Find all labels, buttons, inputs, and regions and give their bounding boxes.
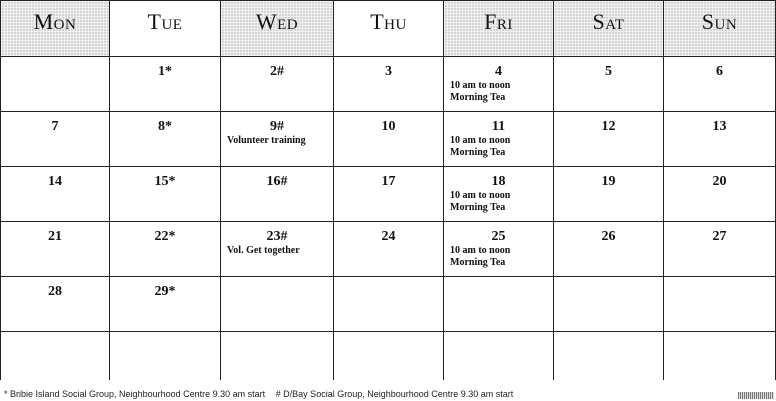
day-cell <box>110 57 221 112</box>
day-cell <box>334 112 444 167</box>
weekday-header-fri: Fri <box>444 1 554 57</box>
day-cell <box>444 277 554 332</box>
day-number: 22* <box>154 229 176 244</box>
weekday-header-thu: Thu <box>334 1 444 57</box>
weekday-header-sun: Sun <box>664 1 776 57</box>
event-note: 10 am to noon <box>450 80 511 91</box>
day-cell <box>554 57 664 112</box>
week-row <box>1 57 776 112</box>
day-cell <box>110 167 221 222</box>
day-cell <box>1 112 110 167</box>
day-cell <box>110 222 221 277</box>
day-number: 2# <box>270 64 284 79</box>
day-number: 15* <box>154 174 176 189</box>
day-number: 28 <box>48 284 62 299</box>
day-number: 8* <box>158 119 172 134</box>
week-row <box>1 112 776 167</box>
day-cell <box>664 112 776 167</box>
event-note: Morning Tea <box>450 257 506 268</box>
day-number: 6 <box>716 64 723 79</box>
day-number: 16# <box>266 174 288 189</box>
day-cell <box>334 277 444 332</box>
event-note: Morning Tea <box>450 92 506 103</box>
event-note: Morning Tea <box>450 202 506 213</box>
weekday-header-sat: Sat <box>554 1 664 57</box>
day-number: 1* <box>158 64 172 79</box>
day-cell <box>334 332 444 380</box>
day-number: 13 <box>712 119 727 134</box>
week-row <box>1 332 776 380</box>
day-cell <box>221 332 334 380</box>
day-number: 5 <box>605 64 612 79</box>
day-cell <box>664 57 776 112</box>
day-number: 20 <box>712 174 727 189</box>
event-note: 10 am to noon <box>450 245 511 256</box>
day-number: 12 <box>601 119 616 134</box>
day-cell <box>334 167 444 222</box>
day-number: 24 <box>381 229 396 244</box>
day-number: 27 <box>712 229 727 244</box>
day-cell <box>444 57 554 112</box>
scan-edge-mark <box>738 392 774 399</box>
day-cell <box>1 277 110 332</box>
day-cell <box>444 332 554 380</box>
week-row <box>1 222 776 277</box>
day-number: 9# <box>270 119 284 134</box>
day-cell <box>1 222 110 277</box>
weekday-header-mon: Mon <box>1 1 110 57</box>
week-row <box>1 277 776 332</box>
day-cell <box>554 277 664 332</box>
day-cell <box>221 112 334 167</box>
day-cell <box>110 277 221 332</box>
day-cell <box>1 332 110 380</box>
day-cell <box>221 277 334 332</box>
footnote-bribie: * Bribie Island Social Group, Neighbourhood Centre 9.30 am start <box>4 389 266 399</box>
day-cell <box>664 332 776 380</box>
day-number: 11 <box>491 119 506 134</box>
day-number: 18 <box>491 174 506 189</box>
day-number: 19 <box>601 174 616 189</box>
day-cell <box>664 277 776 332</box>
day-cell <box>444 167 554 222</box>
day-cell <box>334 57 444 112</box>
day-number: 3 <box>385 64 392 79</box>
day-cell <box>221 167 334 222</box>
calendar-body <box>1 57 776 380</box>
event-note: Morning Tea <box>450 147 506 158</box>
day-cell <box>334 222 444 277</box>
footnote-dbay: # D/Bay Social Group, Neighbourhood Centre 9.30 am start <box>275 389 514 399</box>
weekday-header-tue: Tue <box>110 1 221 57</box>
weekday-header-wed: Wed <box>221 1 334 57</box>
day-number: 21 <box>48 229 62 244</box>
day-cell <box>554 222 664 277</box>
day-cell <box>110 332 221 380</box>
day-number: 7 <box>51 119 59 134</box>
event-note: Vol. Get together <box>227 245 300 256</box>
footnote-legend <box>4 389 521 399</box>
day-cell <box>444 222 554 277</box>
day-number: 25 <box>491 229 506 244</box>
day-cell <box>554 167 664 222</box>
event-note: 10 am to noon <box>450 135 511 146</box>
event-note: Volunteer training <box>227 135 306 146</box>
day-cell <box>110 112 221 167</box>
day-cell <box>221 57 334 112</box>
day-cell <box>664 167 776 222</box>
day-cell <box>444 112 554 167</box>
day-cell <box>1 57 110 112</box>
weekday-header-row <box>1 1 776 57</box>
day-number: 10 <box>381 119 396 134</box>
day-cell <box>221 222 334 277</box>
day-number: 4 <box>495 64 502 79</box>
event-note: 10 am to noon <box>450 190 511 201</box>
day-cell <box>1 167 110 222</box>
day-cell <box>554 112 664 167</box>
day-number: 23# <box>266 229 288 244</box>
day-cell <box>664 222 776 277</box>
day-cell <box>554 332 664 380</box>
day-number: 17 <box>381 174 396 189</box>
week-row <box>1 167 776 222</box>
day-number: 29* <box>154 284 176 299</box>
day-number: 26 <box>601 229 616 244</box>
day-number: 14 <box>48 174 62 189</box>
